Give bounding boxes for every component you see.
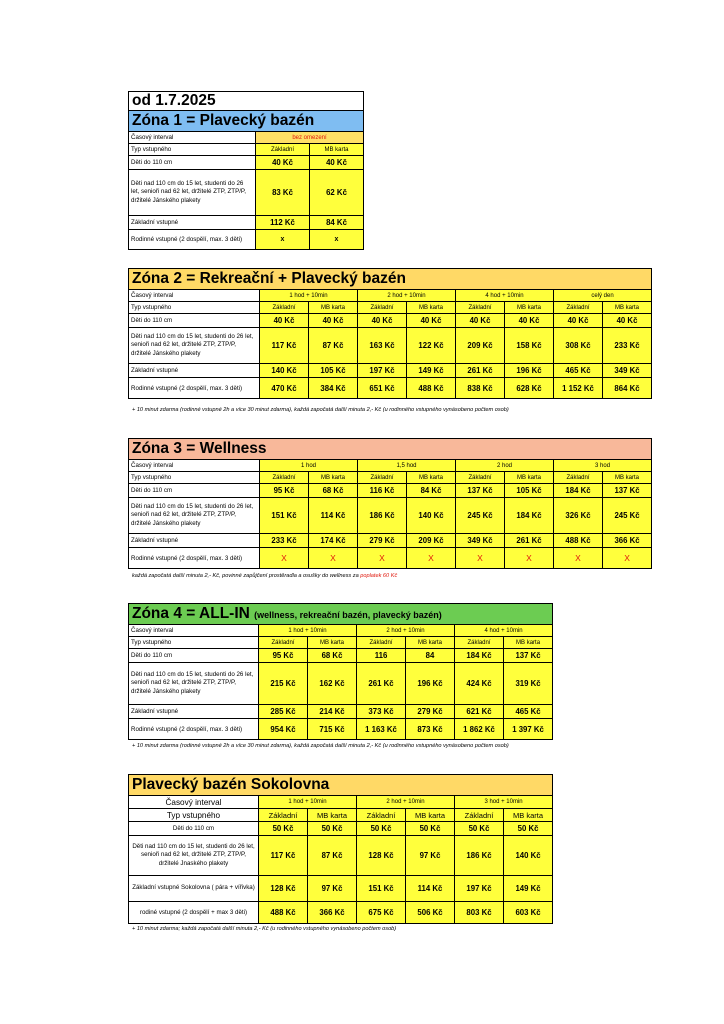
- type-cell: MB karta: [603, 472, 652, 484]
- row-label-deti-nad: Děti nad 110 cm do 15 let, studenti do 26 let, senioři nad 62 let, držitelé ZTP, ZTP/P, držitelé Jnaského plakety: [129, 836, 259, 876]
- type-cell: MB karta: [406, 809, 455, 822]
- type-cell: MB karta: [309, 302, 358, 314]
- interval-cell: 1,5 hod: [358, 460, 456, 472]
- price-cell: 140 Kč: [504, 836, 553, 876]
- price-cell: 245 Kč: [603, 498, 652, 534]
- price-cell: 326 Kč: [554, 498, 603, 534]
- price-cell: X: [407, 548, 456, 569]
- zone2-note: + 10 minut zdarma (rodinné vstupné 2h a více 30 minut zdarma), každá započatá další minuta 2,- Kč (u rodinného vstupného vynásobeno počtem osob): [132, 407, 509, 413]
- price-cell: 233 Kč: [603, 328, 652, 364]
- type-cell: Základní: [455, 809, 504, 822]
- price-cell: 470 Kč: [260, 378, 309, 399]
- price-cell: 864 Kč: [603, 378, 652, 399]
- type-cell: Základní: [260, 472, 309, 484]
- price-cell: 40 Kč: [456, 314, 505, 328]
- price-cell: 84: [406, 649, 455, 663]
- price-cell: 50 Kč: [406, 822, 455, 836]
- price-cell: 97 Kč: [406, 836, 455, 876]
- price-cell: 873 Kč: [406, 719, 455, 740]
- interval-cell: 2 hod + 10min: [358, 290, 456, 302]
- row-label-interval: Časový interval: [129, 290, 260, 302]
- zone3-note-main: každá započatá další minuta 2,- Kč, povinné zapůjčení prostěradla a osušky do wellness za: [132, 573, 361, 579]
- row-label-rodinne: Rodinné vstupné (2 dospělí, max. 3 děti): [129, 230, 256, 250]
- zone4-title-sub: (wellness, rekreační bazén, plavecký bazén): [254, 610, 442, 620]
- row-label-deti-nad: Děti nad 110 cm do 15 let, studenti do 26 let, senioři nad 62 let, držitelé ZTP, ZTP/P, držitelé Jánského plakety: [129, 498, 260, 534]
- price-cell: 83 Kč: [256, 170, 310, 216]
- type-cell: Základní: [357, 809, 406, 822]
- type-cell: MB karta: [504, 809, 553, 822]
- price-cell: 163 Kč: [358, 328, 407, 364]
- type-cell: MB karta: [406, 637, 455, 649]
- price-cell: 105 Kč: [309, 364, 358, 378]
- price-cell: X: [554, 548, 603, 569]
- row-label-typ: Typ vstupného: [129, 472, 260, 484]
- row-label-zakladni: Základní vstupné: [129, 534, 260, 548]
- type-cell: MB karta: [407, 472, 456, 484]
- zone4-table: [128, 603, 553, 740]
- price-cell: 245 Kč: [456, 498, 505, 534]
- type-cell: MB karta: [505, 472, 554, 484]
- price-cell: 1 862 Kč: [455, 719, 504, 740]
- price-cell: 62 Kč: [310, 170, 364, 216]
- price-cell: 285 Kč: [259, 705, 308, 719]
- price-cell: X: [309, 548, 358, 569]
- interval-cell: 3 hod: [554, 460, 652, 472]
- type-cell: MB karta: [504, 637, 553, 649]
- price-cell: 140 Kč: [407, 498, 456, 534]
- price-cell: 162 Kč: [308, 663, 357, 705]
- price-cell: 95 Kč: [259, 649, 308, 663]
- price-cell: 151 Kč: [357, 876, 406, 902]
- price-cell: 424 Kč: [455, 663, 504, 705]
- price-cell: 1 152 Kč: [554, 378, 603, 399]
- row-label-deti-nad: Děti nad 110 cm do 15 let, studenti do 26 let, senioři nad 62 let, držitelé ZTP, ZTP/P, držitelé Jánského plakety: [129, 328, 260, 364]
- row-label-typ: Typ vstupného: [129, 302, 260, 314]
- row-label-deti110: Děti do 110 cm: [129, 484, 260, 498]
- zone3-note-fee: poplatek 60 Kč: [360, 573, 398, 579]
- price-cell: 838 Kč: [456, 378, 505, 399]
- price-cell: 151 Kč: [260, 498, 309, 534]
- zone1-table: [128, 91, 364, 250]
- price-cell: 651 Kč: [358, 378, 407, 399]
- price-cell: 628 Kč: [505, 378, 554, 399]
- price-cell: 40 Kč: [256, 156, 310, 170]
- type-cell: MB karta: [505, 302, 554, 314]
- interval-cell: 2 hod + 10min: [357, 796, 455, 809]
- interval-cell: 1 hod + 10min: [260, 290, 358, 302]
- row-label-deti110: Děti do 110 cm: [129, 649, 259, 663]
- price-cell: 40 Kč: [554, 314, 603, 328]
- row-label-zakladni: Základní vstupné Sokolovna ( pára + vířivka): [129, 876, 259, 902]
- price-cell: 114 Kč: [406, 876, 455, 902]
- price-cell: 366 Kč: [308, 902, 357, 924]
- interval-cell: celý den: [554, 290, 652, 302]
- price-cell: 196 Kč: [406, 663, 455, 705]
- type-cell: Základní: [259, 637, 308, 649]
- price-cell: x: [310, 230, 364, 250]
- price-cell: 209 Kč: [456, 328, 505, 364]
- price-cell: 117 Kč: [260, 328, 309, 364]
- price-cell: 40 Kč: [260, 314, 309, 328]
- interval-cell: 1 hod: [260, 460, 358, 472]
- type-cell: Základní: [456, 302, 505, 314]
- price-cell: 97 Kč: [308, 876, 357, 902]
- row-label-deti-nad: Děti nad 110 cm do 15 let, studenti do 26 let, senioři nad 62 let, držitelé ZTP, ZTP/P, držitelé Jánského plakety: [129, 663, 259, 705]
- type-cell: MB karta: [309, 472, 358, 484]
- interval-cell: 1 hod + 10min: [259, 796, 357, 809]
- type-cell: MB karta: [407, 302, 456, 314]
- price-cell: 465 Kč: [504, 705, 553, 719]
- price-cell: 465 Kč: [554, 364, 603, 378]
- price-cell: 384 Kč: [309, 378, 358, 399]
- price-cell: 40 Kč: [603, 314, 652, 328]
- row-label-zakladni: Základní vstupné: [129, 705, 259, 719]
- zone2-title: Zóna 2 = Rekreační + Plavecký bazén: [129, 269, 652, 290]
- row-label-typ: Typ vstupného: [129, 809, 259, 822]
- price-cell: 261 Kč: [505, 534, 554, 548]
- row-label-zakladni: Základní vstupné: [129, 216, 256, 230]
- price-cell: 68 Kč: [308, 649, 357, 663]
- zone4-title-main: Zóna 4 = ALL-IN: [132, 605, 250, 622]
- price-cell: 87 Kč: [308, 836, 357, 876]
- date-heading: od 1.7.2025: [129, 92, 364, 111]
- zone1-interval-text: bez omezení: [292, 134, 327, 141]
- price-cell: 116: [357, 649, 406, 663]
- price-cell: X: [358, 548, 407, 569]
- sokolovna-table: [128, 774, 553, 924]
- price-cell: 319 Kč: [504, 663, 553, 705]
- zone1-interval: [256, 132, 364, 144]
- price-cell: 137 Kč: [456, 484, 505, 498]
- row-label-rodinne: rodiné vstupné (2 dospělí + max 3 děti): [129, 902, 259, 924]
- price-cell: 174 Kč: [309, 534, 358, 548]
- price-cell: 68 Kč: [309, 484, 358, 498]
- price-cell: 50 Kč: [455, 822, 504, 836]
- type-cell: Základní: [357, 637, 406, 649]
- sokolovna-note: + 10 minut zdarma; každá započatá další minuta 2,- Kč (u rodinného vstupného vynásobeno počtem osob): [132, 926, 397, 932]
- row-label-deti110: Děti do 110 cm: [129, 822, 259, 836]
- price-cell: 128 Kč: [357, 836, 406, 876]
- row-label-deti-nad: Děti nad 110 cm do 15 let, studenti do 26 let, senioři nad 62 let, držitelé ZTP, ZTP/P, držitelé Jánského plakety: [129, 170, 256, 216]
- type-cell: Základní: [554, 302, 603, 314]
- price-cell: 506 Kč: [406, 902, 455, 924]
- price-cell: 488 Kč: [407, 378, 456, 399]
- interval-cell: 3 hod + 10min: [455, 796, 553, 809]
- price-cell: 715 Kč: [308, 719, 357, 740]
- price-cell: 1 163 Kč: [357, 719, 406, 740]
- price-cell: 112 Kč: [256, 216, 310, 230]
- zone4-note: + 10 minut zdarma (rodinné vstupné 2h a více 30 minut zdarma), každá započatá další minuta 2,- Kč (u rodinného vstupného vynásobeno počtem osob): [132, 743, 509, 749]
- type-cell: MB karta: [310, 144, 364, 156]
- price-cell: 116 Kč: [358, 484, 407, 498]
- interval-cell: 4 hod + 10min: [456, 290, 554, 302]
- price-cell: 84 Kč: [407, 484, 456, 498]
- interval-cell: 4 hod + 10min: [455, 625, 553, 637]
- row-label-interval: Časový interval: [129, 132, 256, 144]
- price-cell: 137 Kč: [603, 484, 652, 498]
- price-cell: 158 Kč: [505, 328, 554, 364]
- price-cell: 209 Kč: [407, 534, 456, 548]
- price-cell: 803 Kč: [455, 902, 504, 924]
- price-cell: 261 Kč: [456, 364, 505, 378]
- price-cell: X: [456, 548, 505, 569]
- row-label-typ: Typ vstupného: [129, 144, 256, 156]
- price-cell: 279 Kč: [358, 534, 407, 548]
- price-cell: 1 397 Kč: [504, 719, 553, 740]
- row-label-interval: Časový interval: [129, 796, 259, 809]
- price-cell: 184 Kč: [505, 498, 554, 534]
- price-cell: 114 Kč: [309, 498, 358, 534]
- price-cell: 308 Kč: [554, 328, 603, 364]
- row-label-deti110: Děti do 110 cm: [129, 156, 256, 170]
- price-cell: 40 Kč: [309, 314, 358, 328]
- price-cell: 488 Kč: [554, 534, 603, 548]
- price-cell: 40 Kč: [407, 314, 456, 328]
- price-cell: 488 Kč: [259, 902, 308, 924]
- price-cell: 279 Kč: [406, 705, 455, 719]
- type-cell: Základní: [554, 472, 603, 484]
- price-cell: 137 Kč: [504, 649, 553, 663]
- price-cell: 349 Kč: [603, 364, 652, 378]
- price-cell: 675 Kč: [357, 902, 406, 924]
- type-cell: Základní: [455, 637, 504, 649]
- row-label-rodinne: Rodinné vstupné (2 dospělí, max. 3 děti): [129, 548, 260, 569]
- price-cell: 197 Kč: [358, 364, 407, 378]
- price-cell: 184 Kč: [554, 484, 603, 498]
- price-cell: 186 Kč: [358, 498, 407, 534]
- row-label-interval: Časový interval: [129, 460, 260, 472]
- price-cell: 40 Kč: [310, 156, 364, 170]
- price-cell: 603 Kč: [504, 902, 553, 924]
- price-cell: 84 Kč: [310, 216, 364, 230]
- price-cell: 87 Kč: [309, 328, 358, 364]
- type-cell: Základní: [358, 302, 407, 314]
- row-label-rodinne: Rodinné vstupné (2 dospělí, max. 3 děti): [129, 719, 259, 740]
- type-cell: Základní: [259, 809, 308, 822]
- price-cell: 105 Kč: [505, 484, 554, 498]
- zone4-title: [129, 604, 553, 625]
- price-cell: 128 Kč: [259, 876, 308, 902]
- zone3-title: Zóna 3 = Wellness: [129, 439, 652, 460]
- price-cell: 214 Kč: [308, 705, 357, 719]
- price-cell: 186 Kč: [455, 836, 504, 876]
- price-cell: 261 Kč: [357, 663, 406, 705]
- zone1-title: Zóna 1 = Plavecký bazén: [129, 111, 364, 132]
- price-cell: x: [256, 230, 310, 250]
- price-cell: X: [260, 548, 309, 569]
- zone3-note: [132, 573, 397, 579]
- row-label-zakladni: Základní vstupné: [129, 364, 260, 378]
- price-cell: 197 Kč: [455, 876, 504, 902]
- type-cell: Základní: [358, 472, 407, 484]
- interval-cell: 1 hod + 10min: [259, 625, 357, 637]
- row-label-rodinne: Rodinné vstupné (2 dospělí, max. 3 děti): [129, 378, 260, 399]
- price-cell: 184 Kč: [455, 649, 504, 663]
- row-label-deti110: Děti do 110 cm: [129, 314, 260, 328]
- price-cell: 149 Kč: [504, 876, 553, 902]
- price-cell: 349 Kč: [456, 534, 505, 548]
- zone3-table: [128, 438, 652, 569]
- price-cell: X: [505, 548, 554, 569]
- price-cell: 149 Kč: [407, 364, 456, 378]
- price-cell: 621 Kč: [455, 705, 504, 719]
- price-cell: 50 Kč: [308, 822, 357, 836]
- price-cell: 373 Kč: [357, 705, 406, 719]
- price-cell: 196 Kč: [505, 364, 554, 378]
- row-label-interval: Časový interval: [129, 625, 259, 637]
- interval-cell: 2 hod + 10min: [357, 625, 455, 637]
- interval-cell: 2 hod: [456, 460, 554, 472]
- type-cell: Základní: [256, 144, 310, 156]
- price-cell: 215 Kč: [259, 663, 308, 705]
- price-cell: 117 Kč: [259, 836, 308, 876]
- price-cell: 122 Kč: [407, 328, 456, 364]
- price-cell: X: [603, 548, 652, 569]
- type-cell: MB karta: [603, 302, 652, 314]
- price-cell: 50 Kč: [259, 822, 308, 836]
- price-cell: 40 Kč: [505, 314, 554, 328]
- price-cell: 40 Kč: [358, 314, 407, 328]
- type-cell: Základní: [260, 302, 309, 314]
- type-cell: MB karta: [308, 809, 357, 822]
- price-cell: 95 Kč: [260, 484, 309, 498]
- row-label-typ: Typ vstupného: [129, 637, 259, 649]
- price-cell: 233 Kč: [260, 534, 309, 548]
- zone2-table: [128, 268, 652, 399]
- price-cell: 140 Kč: [260, 364, 309, 378]
- price-cell: 954 Kč: [259, 719, 308, 740]
- price-cell: 50 Kč: [357, 822, 406, 836]
- price-cell: 366 Kč: [603, 534, 652, 548]
- type-cell: Základní: [456, 472, 505, 484]
- sokolovna-title: Plavecký bazén Sokolovna: [129, 775, 553, 796]
- type-cell: MB karta: [308, 637, 357, 649]
- price-cell: 50 Kč: [504, 822, 553, 836]
